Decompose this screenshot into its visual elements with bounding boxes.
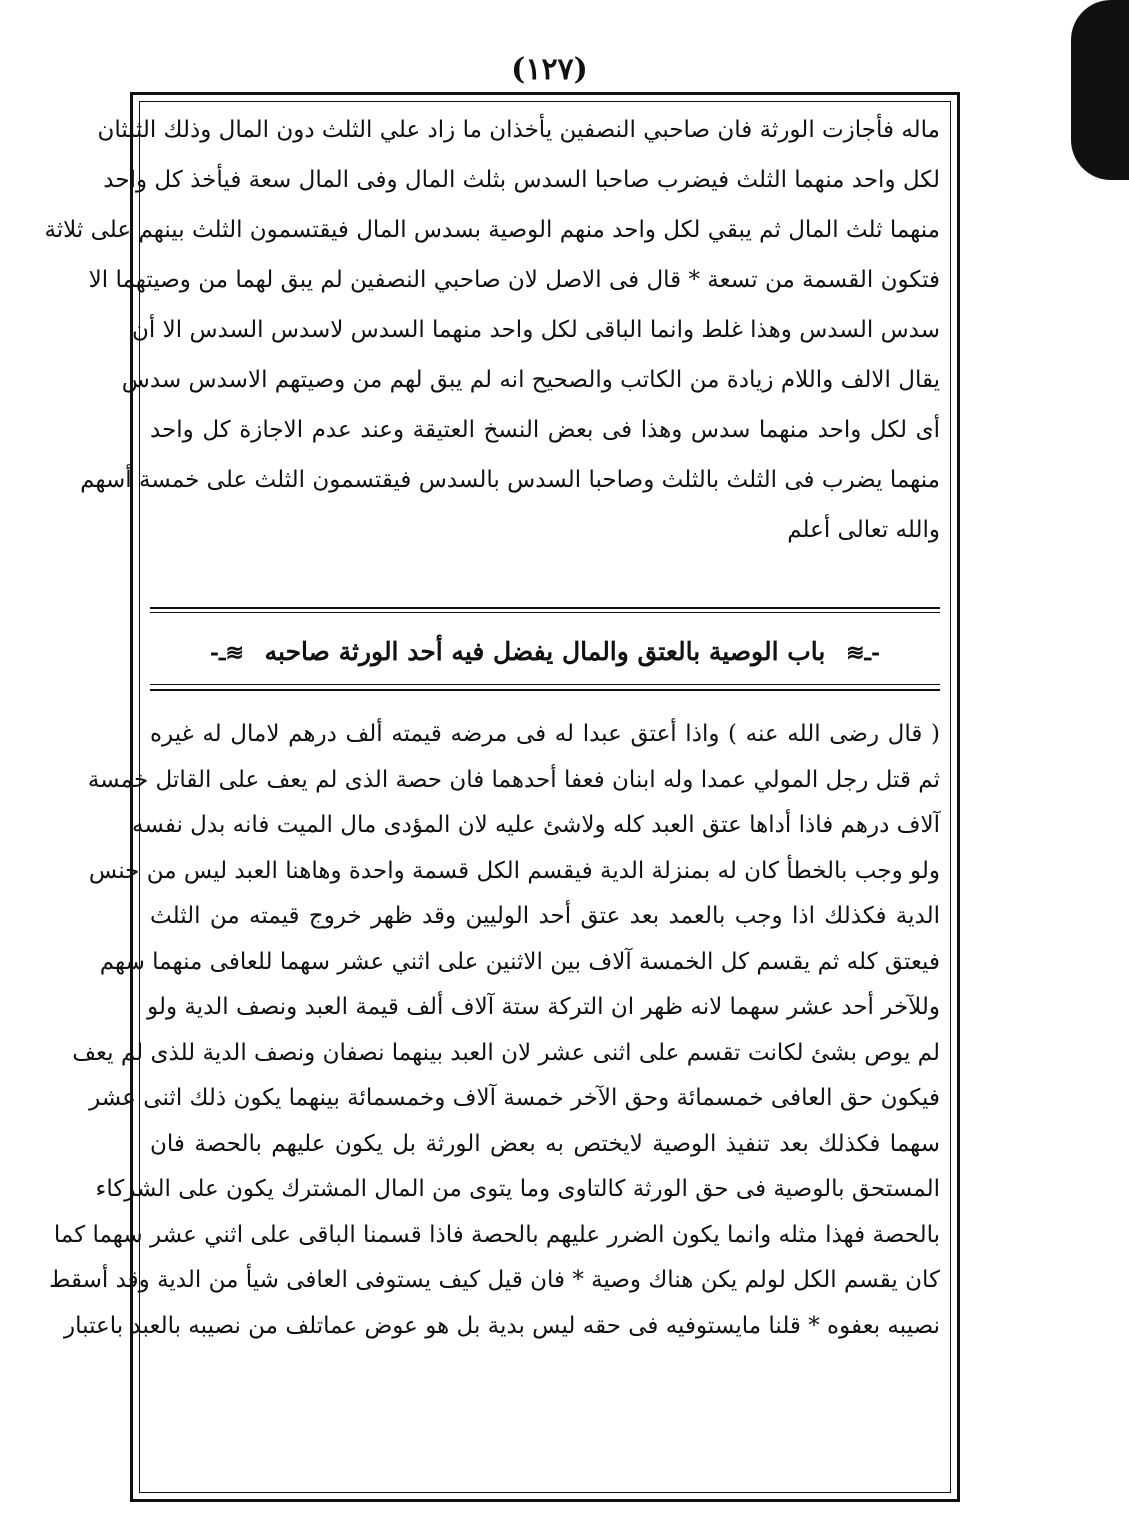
text-line: الدية فكذلك اذا وجب بالعمد بعد عتق أحد الوليين وقد ظهر خروج قيمته من الثلث	[150, 903, 940, 929]
text-line: آلاف درهم فاذا أداها عتق العبد كله ولاشئ عليه لان المؤدى مال الميت فانه بدل نفسه	[131, 812, 940, 838]
text-line: المستحق بالوصية فى حق الورثة كالتاوى وما يتوى من المال المشترك يكون على الشركاء	[95, 1176, 940, 1202]
text-line: نصيبه بعفوه * قلنا مايستوفيه فى حقه ليس بدية بل هو عوض عماتلف من نصيبه بالعبد باعتبار	[64, 1312, 940, 1339]
text-line: يقال الالف واللام زيادة من الكاتب والصحيح انه لم يبق لهم من وصيتهم الاسدس سدس	[121, 367, 940, 393]
text-line: فتكون القسمة من تسعة * قال فى الاصل لان صاحبي النصفين لم يبق لهما من وصيتهما الا	[88, 267, 940, 293]
text-line: فيكون حق العافى خمسمائة وحق الآخر خمسة آلاف وخمسمائة بينهما يكون ذلك اثنى عشر	[89, 1085, 940, 1111]
text-line: كان يقسم الكل لولم يكن هناك وصية * فان قيل كيف يستوفى العافى شيأ من الدية وقد أسقط	[49, 1267, 940, 1293]
chapter-heading	[150, 628, 940, 676]
bottom-text-block	[49, 712, 940, 1349]
section-divider	[150, 684, 940, 685]
chapter-title: باب الوصية بالعتق والمال يفضل فيه أحد الورثة صاحبه	[264, 637, 826, 666]
top-text-block	[44, 105, 940, 555]
section-divider	[150, 689, 940, 691]
text-line: لكل واحد منهما الثلث فيضرب صاحبا السدس بثلث المال وفى المال سعة فيأخذ كل واحد	[103, 167, 940, 193]
text-line: أى لكل واحد منهما سدس وهذا فى بعض النسخ العتيقة وعند عدم الاجازة كل واحد	[150, 417, 940, 443]
text-line: ولو وجب بالخطأ كان له بمنزلة الدية فيقسم الكل قسمة واحدة وهاهنا العبد ليس من جنس	[88, 857, 940, 884]
text-line: منهما يضرب فى الثلث بالثلث وصاحبا السدس بالسدس فيقتسمون الثلث على خمسة أسهم	[80, 467, 940, 493]
text-line: سدس السدس وهذا غلط وانما الباقى لكل واحد منهما السدس لاسدس السدس الا أن	[132, 317, 940, 343]
page-number: (١٢٧)	[511, 52, 588, 87]
heading-ornament-right: -ـ≋	[846, 640, 881, 666]
text-line: سهما فكذلك بعد تنفيذ الوصية لايختص به بعض الورثة بل يكون عليهم بالحصة فان	[150, 1130, 940, 1157]
section-divider	[150, 612, 940, 613]
text-line: فيعتق كله ثم يقسم كل الخمسة آلاف بين الاثنين على اثني عشر سهما للعافى منهما سهم	[99, 948, 940, 975]
text-line: لم يوص بشئ لكانت تقسم على اثنى عشر لان العبد بينهما نصفان ونصف الدية للذى لم يعف	[72, 1039, 940, 1066]
binding-mark	[1071, 0, 1129, 180]
heading-ornament-left: ≋ـ-	[209, 640, 244, 666]
text-line: والله تعالى أعلم	[787, 517, 940, 543]
text-line: ماله فأجازت الورثة فان صاحبي النصفين يأخذان ما زاد علي الثلث دون المال وذلك الثلثان	[97, 117, 940, 143]
section-divider	[150, 607, 940, 609]
text-line: بالحصة فهذا مثله وانما يكون الضرر عليهم بالحصة فاذا قسمنا الباقى على اثني عشر سهما كما	[53, 1221, 940, 1248]
text-line: وللآخر أحد عشر سهما لانه ظهر ان التركة ستة آلاف ألف قيمة العبد ونصف الدية ولو	[147, 994, 940, 1020]
text-line: ( قال رضى الله عنه ) واذا أعتق عبدا له فى مرضه قيمته ألف درهم لامال له غيره	[150, 721, 940, 747]
text-line: منهما ثلث المال ثم يبقي لكل واحد منهم الوصية بسدس المال فيقتسمون الثلث بينهم على ثلاثة	[44, 217, 940, 243]
text-line: ثم قتل رجل المولي عمدا وله ابنان فعفا أحدهما فان حصة الذى لم يعف على القاتل خمسة	[87, 766, 940, 793]
